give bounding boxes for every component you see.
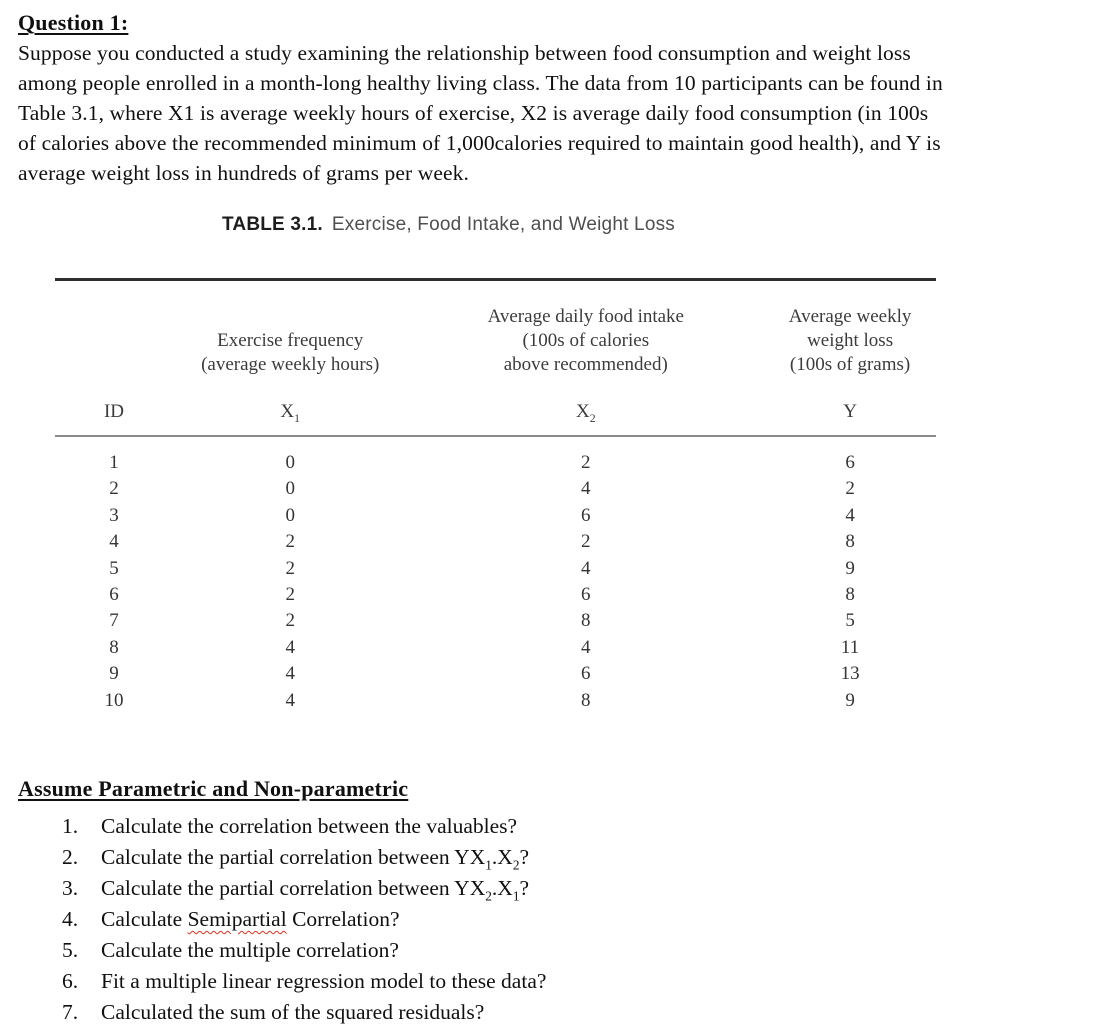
task-number: 1. bbox=[62, 814, 79, 839]
task-text-subscript: 1 bbox=[512, 888, 520, 904]
table-cell-x1: 0 bbox=[285, 452, 295, 473]
task-text bbox=[101, 873, 529, 904]
task-text-segment: Calculated the sum of the squared residuals? bbox=[101, 1000, 485, 1025]
task-text bbox=[101, 811, 517, 842]
task-text-segment: ? bbox=[519, 845, 530, 870]
table-cell-y: 9 bbox=[845, 557, 855, 579]
paragraph-line-1: Suppose you conducted a study examining the relationship between food consumption and weight loss bbox=[18, 41, 911, 65]
table-caption-title: Exercise, Food Intake, and Weight Loss bbox=[331, 214, 675, 235]
table-cell-x1: 2 bbox=[285, 610, 295, 632]
table-row bbox=[55, 476, 936, 502]
header-line: weight loss bbox=[807, 330, 894, 351]
task-text-segment: Correlation? bbox=[286, 907, 400, 932]
table-variable-row bbox=[55, 377, 936, 435]
tasks-section bbox=[18, 730, 1098, 1028]
table-row bbox=[55, 529, 936, 555]
task-item bbox=[18, 935, 1098, 966]
task-item bbox=[18, 811, 1098, 842]
table-cell-y: 2 bbox=[845, 478, 855, 500]
task-text-segment: Calculate the partial correlation between YX bbox=[101, 876, 486, 901]
table-cell-x1: 2 bbox=[285, 557, 295, 579]
table-cell-y: 5 bbox=[845, 610, 855, 632]
task-text-segment: ? bbox=[519, 876, 530, 901]
task-text-segment: Calculate bbox=[101, 907, 188, 932]
header-line: above recommended) bbox=[503, 354, 668, 375]
var-x1 bbox=[173, 401, 407, 423]
table-cell-id: 8 bbox=[109, 636, 119, 658]
task-item bbox=[18, 842, 1098, 873]
table-cell-x1: 0 bbox=[285, 478, 295, 500]
table-row bbox=[55, 582, 936, 608]
table-cell-id: 5 bbox=[109, 557, 119, 579]
data-table bbox=[55, 278, 936, 730]
task-text bbox=[101, 842, 529, 873]
table-row bbox=[55, 688, 936, 714]
table-row bbox=[55, 450, 936, 476]
header-line: (100s of calories bbox=[522, 330, 650, 351]
table-cell-id: 3 bbox=[109, 504, 119, 526]
table-cell-y: 13 bbox=[840, 663, 860, 685]
table-cell-y: 8 bbox=[845, 531, 855, 553]
table-cell-id: 10 bbox=[104, 689, 124, 711]
table-cell-y: 8 bbox=[845, 584, 855, 606]
table-row bbox=[55, 503, 936, 529]
tasks-heading: Assume Parametric and Non-parametric bbox=[18, 776, 409, 802]
table-caption-label: TABLE 3.1. bbox=[222, 214, 323, 235]
task-text-segment: Calculate the multiple correlation? bbox=[101, 938, 399, 963]
table-cell-y: 11 bbox=[840, 636, 860, 658]
table-cell-x2: 6 bbox=[581, 663, 591, 685]
table-cell-x1: 2 bbox=[285, 584, 295, 606]
table-cell-x2: 2 bbox=[581, 531, 591, 553]
task-item bbox=[18, 997, 1098, 1028]
table-cell-id: 1 bbox=[109, 452, 119, 473]
task-item bbox=[18, 904, 1098, 935]
task-number: 5. bbox=[62, 938, 79, 963]
table-row bbox=[55, 608, 936, 634]
task-number: 6. bbox=[62, 969, 79, 994]
task-text bbox=[101, 966, 546, 997]
table-cell-y: 4 bbox=[845, 504, 855, 526]
table-cell-x2: 8 bbox=[581, 689, 591, 711]
paragraph-line-4: of calories above the recommended minimum of 1,000calories required to maintain good health), and Y is bbox=[18, 131, 941, 155]
task-text-segment: .X bbox=[491, 845, 513, 870]
table-row bbox=[55, 556, 936, 582]
table-header-row bbox=[55, 281, 936, 377]
var-x2-base: X bbox=[575, 401, 590, 422]
var-id: ID bbox=[103, 401, 125, 422]
task-text-segment: .X bbox=[491, 876, 513, 901]
table-cell-x1: 4 bbox=[285, 663, 295, 685]
paragraph-line-5: average weight loss in hundreds of grams per week. bbox=[18, 161, 469, 185]
question-paragraph bbox=[18, 38, 1098, 188]
task-text bbox=[101, 935, 399, 966]
task-text bbox=[101, 904, 400, 935]
table-cell-id: 6 bbox=[109, 584, 119, 606]
tasks-list bbox=[18, 811, 1098, 1028]
table-cell-x2: 8 bbox=[581, 610, 591, 632]
table-cell-y: 9 bbox=[845, 689, 855, 711]
paragraph-line-3: Table 3.1, where X1 is average weekly hours of exercise, X2 is average daily food consumption (in 100s bbox=[18, 101, 929, 125]
question-heading: Question 1: bbox=[18, 10, 129, 35]
var-y: Y bbox=[843, 401, 857, 422]
header-weight-loss bbox=[764, 305, 936, 377]
table-row bbox=[55, 661, 936, 687]
table-cell-x1: 0 bbox=[285, 504, 295, 526]
table-cell-x1: 4 bbox=[285, 636, 295, 658]
task-text-subscript: 2 bbox=[485, 888, 492, 904]
table-cell-x2: 6 bbox=[581, 504, 591, 526]
table-cell-x2: 6 bbox=[581, 584, 591, 606]
header-line: (100s of grams) bbox=[789, 354, 911, 375]
table-cell-x2: 4 bbox=[581, 478, 591, 500]
table-row bbox=[55, 635, 936, 661]
task-text-misspelled-word: Semipartial bbox=[187, 907, 287, 932]
header-line: (average weekly hours) bbox=[201, 354, 380, 375]
task-text-subscript: 1 bbox=[485, 857, 492, 873]
task-number: 3. bbox=[62, 876, 79, 901]
task-number: 7. bbox=[62, 1000, 79, 1025]
header-line: Average weekly bbox=[788, 306, 912, 327]
table-cell-y: 6 bbox=[845, 452, 855, 473]
table-cell-x1: 4 bbox=[285, 689, 295, 711]
var-x2-subscript: 2 bbox=[589, 411, 596, 425]
paragraph-line-2: among people enrolled in a month-long healthy living class. The data from 10 participants can be found in bbox=[18, 71, 943, 95]
task-number: 2. bbox=[62, 845, 79, 870]
task-text-segment: Calculate the partial correlation between YX bbox=[101, 845, 486, 870]
task-text bbox=[101, 997, 484, 1028]
table-cell-id: 2 bbox=[109, 478, 119, 500]
table-cell-id: 4 bbox=[109, 531, 119, 553]
var-x1-subscript: 1 bbox=[294, 411, 301, 425]
header-line: Average daily food intake bbox=[487, 306, 684, 327]
table-cell-x1: 2 bbox=[285, 531, 295, 553]
table-cell-id: 7 bbox=[109, 610, 119, 632]
table-cell-x2: 4 bbox=[581, 557, 591, 579]
task-text-segment: Fit a multiple linear regression model to these data? bbox=[101, 969, 547, 994]
task-text-subscript: 2 bbox=[512, 857, 520, 873]
task-number: 4. bbox=[62, 907, 79, 932]
table-body bbox=[55, 437, 936, 730]
table-cell-x2: 2 bbox=[581, 452, 591, 473]
task-item bbox=[18, 873, 1098, 904]
header-food-intake bbox=[407, 305, 764, 377]
task-text-segment: Calculate the correlation between the valuables? bbox=[101, 814, 518, 839]
header-exercise-frequency bbox=[173, 329, 407, 377]
table-caption bbox=[222, 214, 1098, 236]
var-x2 bbox=[407, 401, 764, 423]
table-cell-x2: 4 bbox=[581, 636, 591, 658]
var-x1-base: X bbox=[280, 401, 295, 422]
header-line: Exercise frequency bbox=[217, 330, 364, 351]
task-item bbox=[18, 966, 1098, 997]
table-cell-id: 9 bbox=[109, 663, 119, 685]
